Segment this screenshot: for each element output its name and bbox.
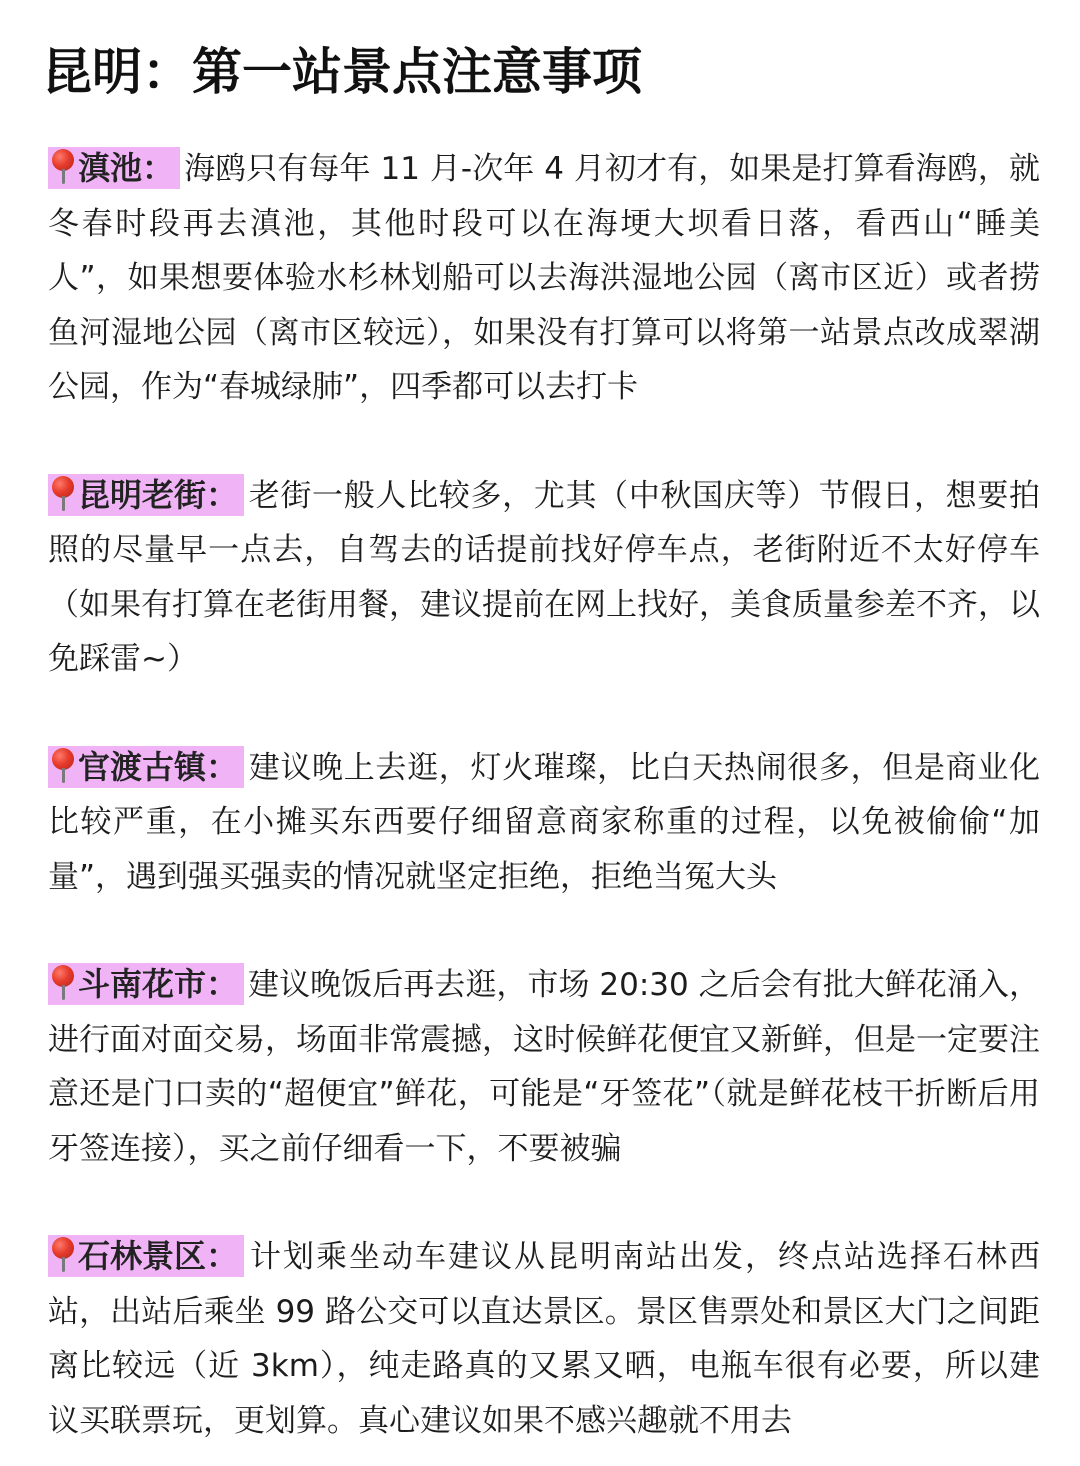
round-pushpin-icon bbox=[52, 1235, 74, 1273]
round-pushpin-icon bbox=[52, 746, 74, 784]
section-text: 建议晚饭后再去逛，市场 20:30 之后会有批大鲜花涌入，进行面对面交易，场面非常震撼，这时候鲜花便宜又新鲜，但是一定要注意还是门口卖的“超便宜”鲜花，可能是“牙签花”（就是鲜花枝干折断后用牙签连接），买之前仔细看一下，不要被骗 bbox=[48, 967, 1040, 1167]
section-guandu-ancient-town bbox=[48, 741, 1040, 905]
section-label: 官渡古镇： bbox=[78, 747, 239, 786]
section-label: 滇池： bbox=[78, 149, 175, 187]
section-label: 斗南花市： bbox=[78, 965, 239, 1003]
section-label-highlight bbox=[48, 147, 180, 189]
section-text: 老街一般人比较多，尤其（中秋国庆等）节假日，想要拍照的尽量早一点去，自驾去的话提前找好停车点，老街附近不太好停车（如果有打算在老街用餐，建议提前在网上找好，美食质量参差不齐，以免踩雷~） bbox=[48, 477, 1040, 677]
section-label-highlight bbox=[48, 474, 244, 516]
section-text: 海鸥只有每年 11 月-次年 4 月初才有，如果是打算看海鸥，就冬春时段再去滇池，其他时段可以在海埂大坝看日落，看西山“睡美人”，如果想要体验水杉林划船可以去海洪湿地公园（离市区近）或者捞鱼河湿地公园（离市区较远），如果没有打算可以将第一站景点改成翠湖公园，作为“春城绿肺”，四季都可以去打卡 bbox=[48, 151, 1040, 405]
section-label-highlight bbox=[48, 1235, 244, 1277]
section-kunming-old-street bbox=[48, 469, 1040, 687]
section-text: 建议晚上去逛，灯火璀璨，比白天热闹很多，但是商业化比较严重，在小摊买东西要仔细留意商家称重的过程，以免被偷偷“加量”，遇到强买强卖的情况就坚定拒绝，拒绝当冤大头 bbox=[48, 749, 1040, 895]
section-label: 昆明老街： bbox=[78, 475, 239, 514]
section-dounan-flower-market bbox=[48, 958, 1040, 1176]
round-pushpin-icon bbox=[52, 147, 74, 185]
section-text: 计划乘坐动车建议从昆明南站出发，终点站选择石林西站，出站后乘坐 99 路公交可以直达景区。景区售票处和景区大门之间距离比较远（近 3km），纯走路真的又累又晒，电瓶车很有必要，所以建议买联票玩，更划算。真心建议如果不感兴趣就不用去 bbox=[48, 1239, 1040, 1439]
round-pushpin-icon bbox=[52, 963, 74, 1001]
round-pushpin-icon bbox=[52, 474, 74, 512]
section-dianchi bbox=[48, 142, 1040, 415]
section-label-highlight bbox=[48, 746, 244, 788]
section-label: 石林景区： bbox=[78, 1237, 239, 1275]
section-label-highlight bbox=[48, 963, 244, 1005]
section-stone-forest bbox=[48, 1230, 1040, 1448]
page-title: 昆明：第一站景点注意事项 bbox=[42, 43, 642, 101]
